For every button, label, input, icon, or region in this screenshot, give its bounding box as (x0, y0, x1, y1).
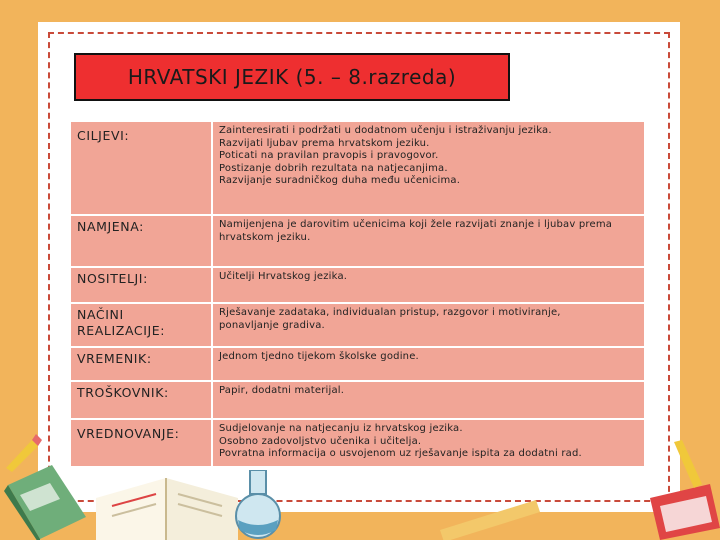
title-banner (74, 53, 510, 101)
table-row (70, 267, 645, 303)
row-label: VREMENIK: (70, 347, 212, 381)
flask-icon (230, 470, 286, 540)
value-line: Zainteresirati i podržati u dodatnom učenju i istraživanju jezika. (219, 125, 552, 136)
row-value (212, 215, 645, 267)
row-value (212, 267, 645, 303)
table-row (70, 121, 645, 215)
value-line: Razvijanje suradničkog duha među učenicima. (219, 175, 461, 186)
value-line: Povratna informacija o usvojenom uz rješavanje ispita za dodatni rad. (219, 448, 582, 459)
value-line: Rješavanje zadataka, individualan pristup, razgovor i motiviranje, (219, 307, 561, 318)
row-label: NOSITELJI: (70, 267, 212, 303)
table-row (70, 215, 645, 267)
value-line: Jednom tjedno tijekom školske godine. (219, 351, 419, 362)
value-line: Razvijati ljubav prema hrvatskom jeziku. (219, 137, 430, 149)
row-value (212, 419, 645, 467)
pencil-icon (2, 432, 42, 472)
value-line: Učitelji Hrvatskog jezika. (219, 271, 348, 282)
row-label: CILJEVI: (70, 121, 212, 215)
row-label: TROŠKOVNIK: (70, 381, 212, 419)
row-label: VREDNOVANJE: (70, 419, 212, 467)
value-line: Postizanje dobrih rezultata na natjecanjima. (219, 162, 448, 174)
table-row (70, 347, 645, 381)
row-label: NAMJENA: (70, 215, 212, 267)
value-line: hrvatskom jeziku. (219, 231, 311, 243)
table-row (70, 303, 645, 347)
value-line: Poticati na pravilan pravopis i pravogovor. (219, 150, 439, 161)
value-line: Sudjelovanje na natjecanju iz hrvatskog jezika. (219, 423, 463, 434)
open-book-icon (92, 468, 242, 540)
ruler-icon (440, 490, 540, 540)
value-line: Papir, dodatni materijal. (219, 385, 345, 396)
row-value (212, 381, 645, 419)
row-value (212, 347, 645, 381)
row-value (212, 121, 645, 215)
row-value (212, 303, 645, 347)
row-label: NAČINI REALIZACIJE: (70, 303, 212, 347)
value-line: Namijenjena je darovitim učenicima koji žele razvijati znanje i ljubav prema (219, 219, 613, 230)
value-line: Osobno zadovoljstvo učenika i učitelja. (219, 435, 422, 447)
value-line: ponavljanje gradiva. (219, 319, 325, 331)
page-title: HRVATSKI JEZIK (5. – 8.razreda) (127, 65, 457, 89)
table-row (70, 381, 645, 419)
info-table (69, 120, 646, 468)
table-row (70, 419, 645, 467)
pencil-icon (668, 440, 708, 490)
